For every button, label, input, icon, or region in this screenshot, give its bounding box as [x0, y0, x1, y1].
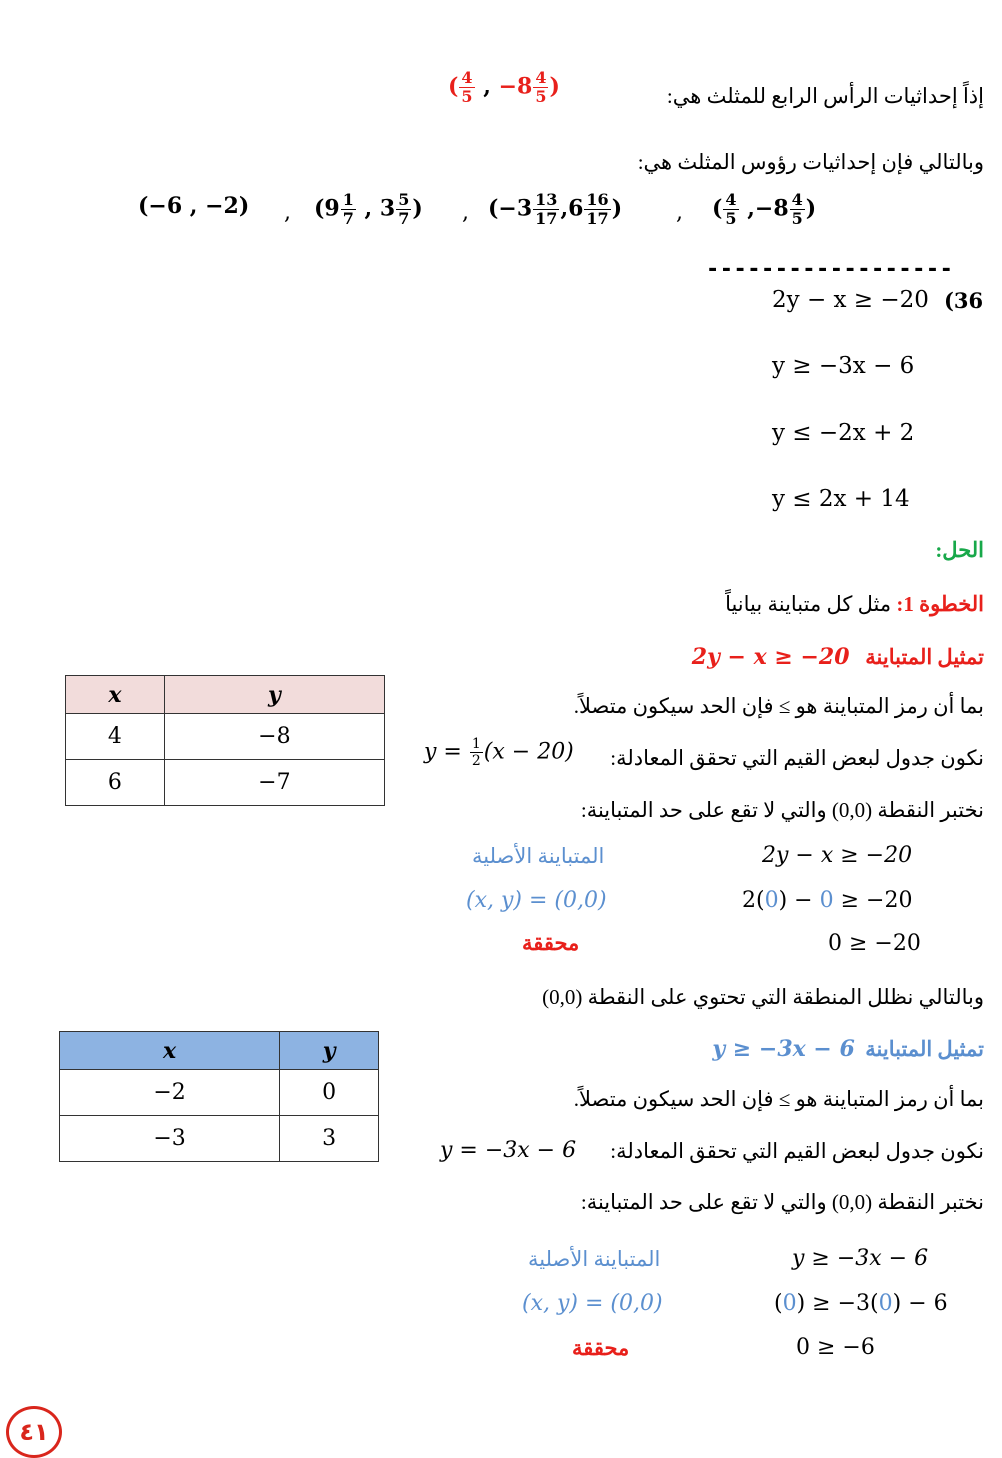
part1-valid-label: محققة: [522, 931, 580, 955]
separator: ,: [364, 195, 373, 222]
fraction-denominator: 5: [725, 209, 737, 228]
fraction-numerator: 1: [342, 190, 354, 209]
table-cell: −2: [60, 1070, 280, 1116]
fraction-denominator: 17: [535, 209, 558, 228]
part1-test-text: نختبر النقطة (0,0) والتي لا تقع على حد المتباينة:: [580, 798, 984, 822]
part2-work-1: y ≥ −3x − 6: [792, 1246, 929, 1271]
table-cell: −7: [164, 760, 384, 806]
fraction-numerator: 1: [471, 736, 481, 752]
fraction-denominator: 5: [461, 87, 473, 106]
vertex-1: (−6 , −2): [138, 193, 250, 219]
fraction-numerator: 4: [461, 68, 473, 87]
table-row: [66, 714, 385, 760]
part2-test-text: نختبر النقطة (0,0) والتي لا تقع على حد المتباينة:: [580, 1190, 984, 1214]
part1-work-1: 2y − x ≥ −20: [762, 843, 913, 868]
page-number: ٤١: [6, 1406, 62, 1458]
part1-orig-label: المتباينة الأصلية: [472, 844, 605, 868]
fraction-denominator: 5: [535, 87, 547, 106]
part1-work-3: 0 ≥ −20: [828, 931, 921, 956]
substituted-value: 0: [819, 888, 834, 913]
separator: ,: [747, 195, 755, 222]
part1-heading: [692, 644, 984, 670]
fraction-numerator: 4: [535, 68, 547, 87]
table-header-x: x: [60, 1032, 280, 1070]
fraction-denominator: 2: [471, 753, 481, 769]
whole-part: 9: [324, 195, 340, 222]
equation-rhs: (x − 20): [483, 739, 574, 765]
inequality-3: y ≤ −2x + 2: [772, 420, 915, 446]
work-part: ) − 6: [892, 1291, 948, 1316]
work-part: (: [774, 1291, 783, 1316]
part2-solid-text: بما أن رمز المتباينة هو ≥ فإن الحد سيكون متصلاً.: [573, 1087, 984, 1111]
fraction-denominator: 17: [586, 209, 609, 228]
values-table-2: [59, 1031, 379, 1162]
heading-text: تمثيل المتباينة: [865, 645, 984, 669]
fraction-denominator: 7: [398, 209, 410, 228]
work-part: ) −: [778, 888, 820, 913]
work-part: 2(: [742, 888, 765, 913]
heading-math: y ≥ −3x − 6: [712, 1036, 855, 1062]
table-cell: 0: [280, 1070, 379, 1116]
table-cell: 4: [66, 714, 165, 760]
part2-point-label: (x, y) = (0,0): [522, 1291, 663, 1316]
comma: ,: [462, 200, 469, 225]
part2-work-2: [774, 1291, 948, 1316]
step-label: الخطوة 1:: [896, 592, 984, 616]
vertex-4: ( $\frac{4}{5}$ ,−8 $\frac{4}{5}$ ): [712, 190, 817, 228]
vertex-3: (−3 $\frac{13}{17}$ ,6 $\frac{16}{17}$ ): [488, 190, 623, 228]
substituted-value: 0: [878, 1291, 893, 1316]
table-cell: 3: [280, 1116, 379, 1162]
part2-equation: y = −3x − 6: [440, 1138, 577, 1163]
fraction-numerator: 16: [586, 190, 609, 209]
part2-work-3: 0 ≥ −6: [796, 1335, 875, 1360]
inequality-4: y ≤ 2x + 14: [772, 486, 910, 512]
part1-table-text: نكون جدول لبعض القيم التي تحقق المعادلة:: [610, 746, 984, 770]
table-cell: −8: [164, 714, 384, 760]
whole-part: −3: [498, 195, 533, 222]
part1-equation: [424, 737, 574, 768]
part2-heading: [712, 1036, 984, 1062]
table-header-x: x: [66, 676, 165, 714]
part1-solid-text: بما أن رمز المتباينة هو ≥ فإن الحد سيكون متصلاً.: [573, 694, 984, 718]
part1-work-2: [742, 888, 912, 913]
inequality-1: 2y − x ≥ −20: [772, 287, 929, 313]
part2-orig-label: المتباينة الأصلية: [528, 1247, 661, 1271]
part2-valid-label: محققة: [572, 1336, 630, 1360]
work-part: ) ≥ −3(: [796, 1291, 879, 1316]
heading-text: تمثيل المتباينة: [865, 1037, 984, 1061]
separator: ,: [560, 195, 569, 222]
vertices-intro: وبالتالي فإن إحداثيات رؤوس المثلث هي:: [637, 150, 984, 174]
table-cell: 6: [66, 760, 165, 806]
table-row: [66, 760, 385, 806]
comma: ,: [284, 200, 291, 225]
fraction-numerator: 13: [535, 190, 558, 209]
table-header-y: y: [280, 1032, 379, 1070]
table-cell: −3: [60, 1116, 280, 1162]
fraction-numerator: 4: [791, 190, 803, 209]
part2-table-text: نكون جدول لبعض القيم التي تحقق المعادلة:: [610, 1139, 984, 1163]
fourth-vertex-coords: ( $\frac{4}{5}$ , −8 $\frac{4}{5}$ ): [448, 68, 560, 106]
vertex-2: (9 $\frac{1}{7}$ , 3 $\frac{5}{7}$ ): [314, 190, 423, 228]
fourth-vertex-text: إذاً إحداثيات الرأس الرابع للمثلث هي:: [666, 84, 984, 108]
solution-label: الحل:: [935, 538, 984, 562]
fraction-denominator: 7: [342, 209, 354, 228]
values-table-1: [65, 675, 385, 806]
problem-number: (36: [944, 288, 984, 313]
substituted-value: 0: [764, 888, 779, 913]
equation-lhs: y =: [424, 739, 462, 765]
heading-math: 2y − x ≥ −20: [691, 644, 850, 670]
whole-part: 6: [568, 195, 584, 222]
step-text: مثل كل متباينة بيانياً: [725, 592, 892, 616]
part1-shade-text: وبالتالي نظلل المنطقة التي تحتوي على النقطة (0,0): [542, 985, 984, 1009]
divider: ------------------: [706, 257, 954, 282]
table-row: [60, 1116, 379, 1162]
table-header-y: y: [164, 676, 384, 714]
step-1: [725, 592, 984, 617]
inequality-2: y ≥ −3x − 6: [772, 353, 915, 379]
fraction-numerator: 5: [398, 190, 410, 209]
fraction-numerator: 4: [725, 190, 737, 209]
whole-part: 3: [379, 195, 396, 222]
part1-point-label: (x, y) = (0,0): [466, 888, 607, 913]
whole-part: −8: [754, 195, 789, 222]
separator: ,: [483, 73, 491, 100]
work-part: ≥ −20: [833, 888, 913, 913]
table-row: [60, 1070, 379, 1116]
comma: ,: [676, 200, 683, 225]
whole-part: −8: [498, 73, 533, 100]
substituted-value: 0: [782, 1291, 797, 1316]
fraction-denominator: 5: [791, 209, 803, 228]
